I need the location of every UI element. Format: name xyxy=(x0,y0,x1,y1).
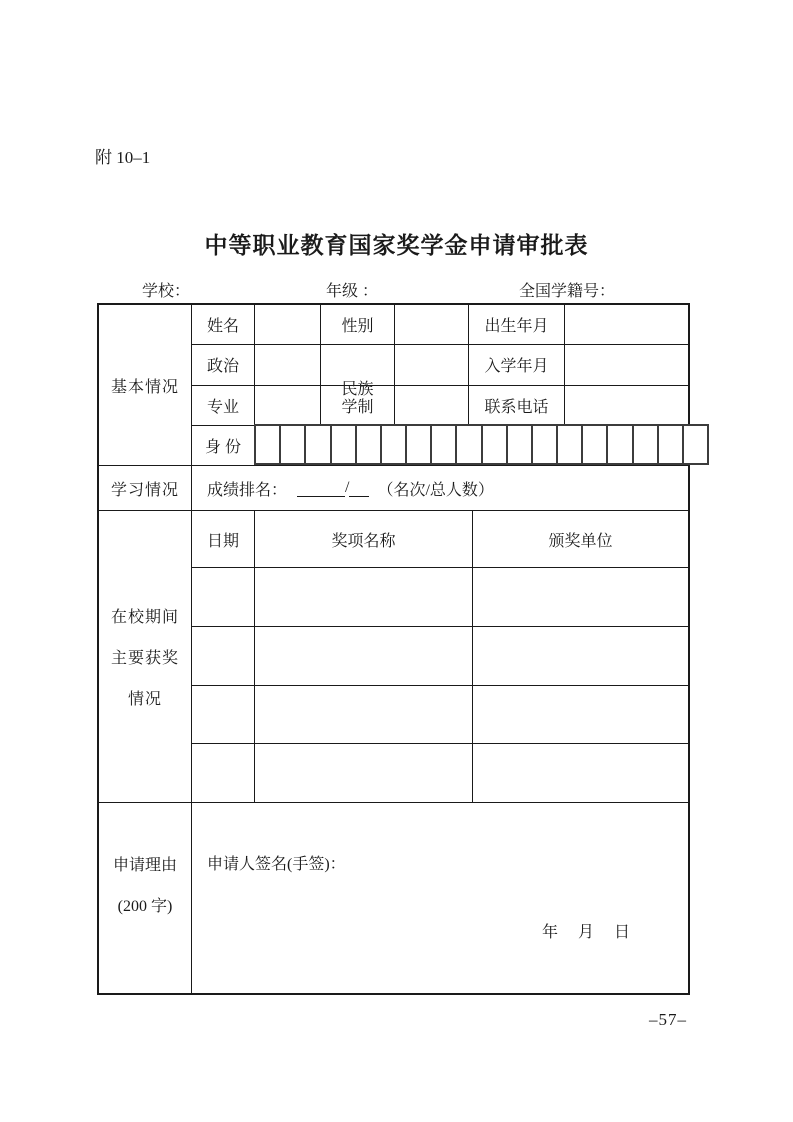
id-digit-box[interactable] xyxy=(583,426,608,463)
rank-note: （名次/总人数） xyxy=(377,481,494,499)
ethnicity-label-clipped xyxy=(320,345,394,398)
awards-label-line-3: 情况 xyxy=(127,691,162,708)
award-issuer-header: 颁奖单位 xyxy=(472,511,688,567)
award-name-cell[interactable] xyxy=(254,744,472,802)
award-date-cell[interactable] xyxy=(192,568,254,626)
id-number-row xyxy=(192,425,688,465)
id-number-label: 身 份 xyxy=(204,438,241,456)
id-digit-box[interactable] xyxy=(533,426,558,463)
basic-info-section-label: 基本情况 xyxy=(99,305,192,465)
phone-input-cell[interactable] xyxy=(564,386,688,425)
awards-header-row xyxy=(192,511,688,567)
rank-blank-field[interactable] xyxy=(297,480,345,497)
phone-label: 联系电话 xyxy=(468,386,564,425)
id-digit-box[interactable] xyxy=(483,426,508,463)
study-section-label: 学习情况 xyxy=(99,466,192,510)
schooling-length-label: 学制 xyxy=(320,386,394,425)
basic-row-3 xyxy=(192,385,688,425)
award-name-cell[interactable] xyxy=(254,627,472,685)
enrollment-date-input-cell[interactable] xyxy=(564,345,688,384)
total-blank-field[interactable] xyxy=(349,480,369,497)
award-row xyxy=(192,743,688,802)
id-digit-box[interactable] xyxy=(558,426,583,463)
major-input-cell[interactable] xyxy=(254,386,320,425)
award-date-cell[interactable] xyxy=(192,627,254,685)
award-row xyxy=(192,626,688,685)
award-name-header: 奖项名称 xyxy=(254,511,472,567)
schooling-length-input-cell[interactable] xyxy=(394,386,468,425)
awards-label-line-1: 在校期间 xyxy=(110,609,179,626)
name-input-cell[interactable] xyxy=(254,305,320,344)
signature-date-label: 年 月 日 xyxy=(542,924,633,941)
award-row xyxy=(192,567,688,626)
award-date-cell[interactable] xyxy=(192,686,254,744)
id-digit-box[interactable] xyxy=(332,426,357,463)
id-digit-box[interactable] xyxy=(407,426,432,463)
enrollment-date-label: 入学年月 xyxy=(468,345,564,384)
rank-slash: / xyxy=(345,479,350,496)
id-digit-box[interactable] xyxy=(382,426,407,463)
reason-label-line-1: 申请理由 xyxy=(112,857,177,874)
id-digit-box[interactable] xyxy=(684,426,707,463)
id-digit-box[interactable] xyxy=(432,426,457,463)
reason-section xyxy=(99,802,688,993)
id-digit-box[interactable] xyxy=(457,426,482,463)
award-date-header: 日期 xyxy=(206,532,239,550)
awards-section xyxy=(99,510,688,802)
award-issuer-cell[interactable] xyxy=(472,744,688,802)
award-date-cell[interactable] xyxy=(192,744,254,802)
form-title: 中等职业教育国家奖学金申请审批表 xyxy=(204,233,589,258)
birth-date-input-cell[interactable] xyxy=(564,305,688,344)
name-label: 姓名 xyxy=(206,318,239,336)
grade-label: 年级 ： xyxy=(326,283,379,300)
id-digit-box[interactable] xyxy=(608,426,633,463)
applicant-signature-label: 申请人签名(手签)： xyxy=(207,856,346,873)
id-digit-box[interactable] xyxy=(634,426,659,463)
reason-section-label xyxy=(99,803,192,993)
award-row xyxy=(192,685,688,744)
award-issuer-cell[interactable] xyxy=(472,686,688,744)
awards-label-line-2: 主要获奖 xyxy=(110,650,179,667)
id-digit-box[interactable] xyxy=(659,426,684,463)
page-number: –57– xyxy=(649,1010,687,1029)
reason-input-area[interactable] xyxy=(192,803,688,993)
gender-input-cell[interactable] xyxy=(394,305,468,344)
attachment-number-label: 附 10–1 xyxy=(95,148,151,167)
basic-row-2 xyxy=(192,344,688,398)
study-section xyxy=(99,465,688,510)
birth-date-label: 出生年月 xyxy=(468,305,564,344)
id-digit-box[interactable] xyxy=(508,426,533,463)
reason-label-line-2: (200 字) xyxy=(117,898,173,915)
study-body xyxy=(192,466,688,510)
application-form-table xyxy=(97,303,690,995)
national-student-id-label: 全国学籍号： xyxy=(519,283,616,300)
rank-label: 成绩排名： xyxy=(207,481,288,499)
award-issuer-cell[interactable] xyxy=(472,627,688,685)
major-label: 专业 xyxy=(206,398,239,416)
id-number-boxes[interactable] xyxy=(254,424,709,465)
award-name-cell[interactable] xyxy=(254,686,472,744)
id-digit-box[interactable] xyxy=(357,426,382,463)
id-digit-box[interactable] xyxy=(281,426,306,463)
ethnicity-label-text: 民族 xyxy=(341,380,374,398)
id-digit-box[interactable] xyxy=(306,426,331,463)
gender-label: 性别 xyxy=(320,305,394,344)
basic-info-body xyxy=(192,305,688,465)
award-issuer-cell[interactable] xyxy=(472,568,688,626)
political-status-label: 政治 xyxy=(206,358,239,376)
basic-info-section xyxy=(99,305,688,465)
awards-section-label xyxy=(99,511,192,802)
id-digit-box[interactable] xyxy=(256,426,281,463)
basic-row-1 xyxy=(192,305,688,344)
awards-table xyxy=(192,511,688,802)
ethnicity-input-cell[interactable] xyxy=(394,345,468,384)
political-status-input-cell[interactable] xyxy=(254,345,320,384)
school-label: 学校： xyxy=(142,283,191,300)
award-name-cell[interactable] xyxy=(254,568,472,626)
